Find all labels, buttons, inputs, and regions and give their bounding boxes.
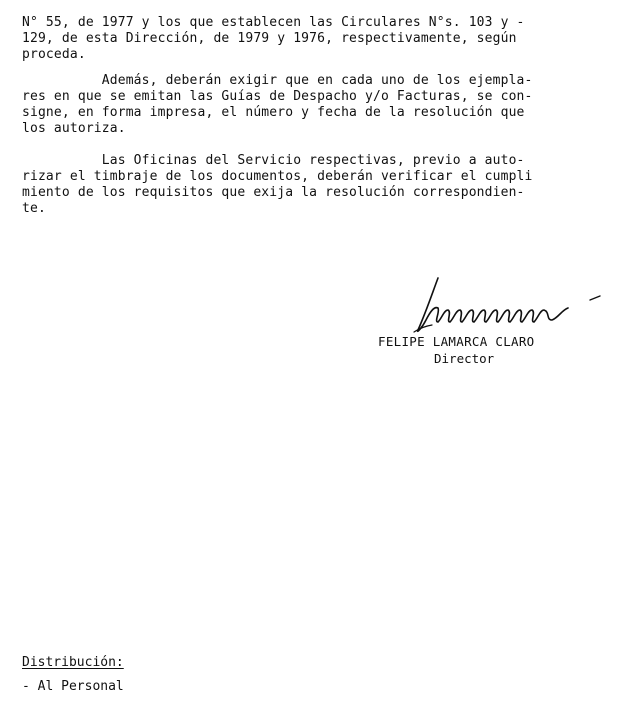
paragraph-2-line-2: res en que se emitan las Guías de Despacho y/o Facturas, se con- [22,89,533,104]
paragraph-1-line-2: 129, de esta Dirección, de 1979 y 1976, respectivamente, según [22,31,517,46]
distribution-heading: Distribución: [22,655,124,670]
paragraph-1-line-3: proceda. [22,47,86,62]
paragraph-3-line-4: te. [22,201,46,216]
paragraph-1-line-1: N° 55, de 1977 y los que establecen las Circulares N°s. 103 y - [22,15,525,30]
distribution-item: - Al Personal [22,679,124,694]
paragraph-3-line-1: Las Oficinas del Servicio respectivas, previo a auto- [22,153,525,168]
paragraph-3-line-3: miento de los requisitos que exija la resolución correspondien- [22,185,525,200]
paragraph-2-line-1: Además, deberán exigir que en cada uno de los ejempla- [22,73,533,88]
handwritten-signature [400,270,610,340]
paragraph-3-line-2: rizar el timbraje de los documentos, deberán verificar el cumpli [22,169,533,184]
signatory-name: FELIPE LAMARCA CLARO [378,334,535,349]
paragraph-2-line-4: los autoriza. [22,121,126,136]
paragraph-2-line-3: signe, en forma impresa, el número y fecha de la resolución que [22,105,525,120]
signatory-title: Director [434,351,495,366]
